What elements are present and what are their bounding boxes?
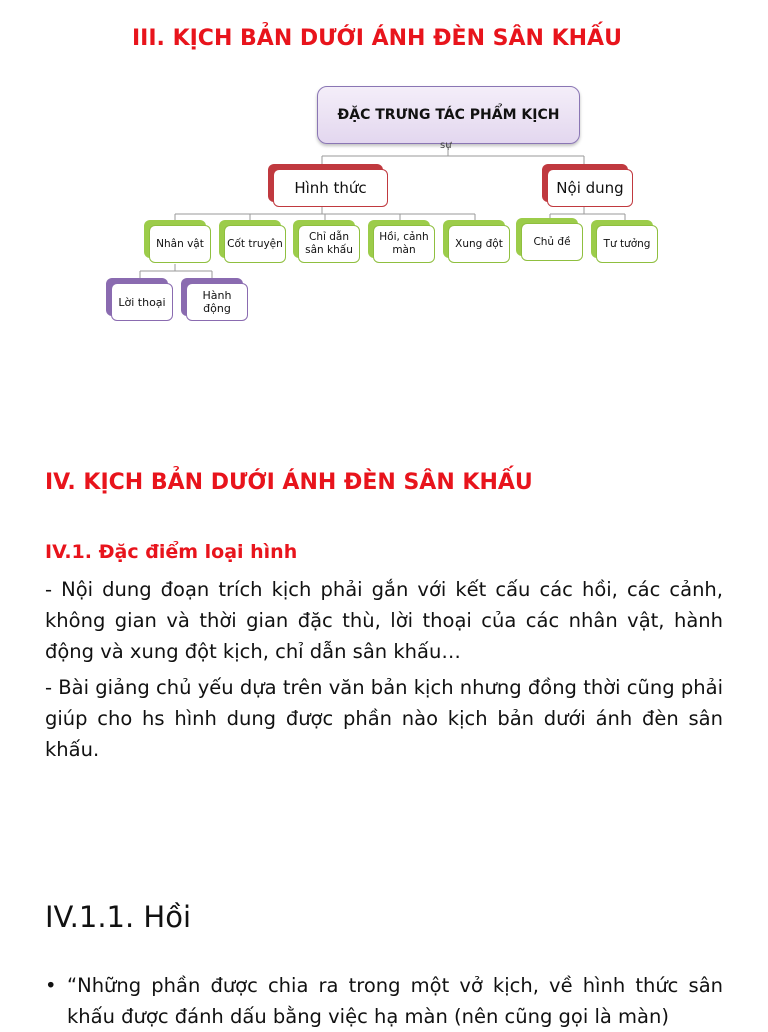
node-theme: Chủ đề (521, 223, 583, 261)
node-character: Nhân vật (149, 225, 211, 263)
node-conflict: Xung đột (448, 225, 510, 263)
diagram-root-node: ĐẶC TRƯNG TÁC PHẨM KỊCH (317, 86, 580, 144)
node-action: Hành động (186, 283, 248, 321)
drama-features-diagram (0, 0, 768, 340)
paragraph-lesson-basis: - Bài giảng chủ yếu dựa trên văn bản kịch nhưng đồng thời cũng phải giúp cho hs hình dung được phần nào kịch bản dưới ánh đèn sân khấu. (45, 676, 723, 761)
diagram-root-subtext: sự (440, 140, 452, 151)
node-stage-directions: Chỉ dẫn sân khấu (298, 225, 360, 263)
paragraph-content-structure: - Nội dung đoạn trích kịch phải gắn với kết cấu các hồi, các cảnh, không gian và thời gian đặc thù, lời thoại của các nhân vật, hành động và xung đột kịch, chỉ dẫn sân khấu… (45, 578, 723, 663)
node-acts-scenes: Hồi, cảnh màn (373, 225, 435, 263)
node-content: Nội dung (547, 169, 633, 207)
node-form: Hình thức (273, 169, 388, 207)
section-4-title: IV. KỊCH BẢN DƯỚI ÁNH ĐÈN SÂN KHẤU (45, 470, 533, 495)
bullet-item (45, 970, 723, 1032)
bullet-text: “Những phần được chia ra trong một vở kịch, về hình thức sân khấu được đánh dấu bằng việc hạ màn (nên cũng gọi là màn) (67, 974, 723, 1028)
subsection-4-1-title: IV.1. Đặc điểm loại hình (45, 541, 298, 563)
node-dialogue: Lời thoại (111, 283, 173, 321)
bullet-dot: • (45, 974, 57, 997)
node-plot: Cốt truyện (224, 225, 286, 263)
subsection-4-1-1-title: IV.1.1. Hồi (45, 900, 192, 934)
section-3-title: III. KỊCH BẢN DƯỚI ÁNH ĐÈN SÂN KHẤU (132, 26, 622, 51)
node-idea: Tư tưởng (596, 225, 658, 263)
